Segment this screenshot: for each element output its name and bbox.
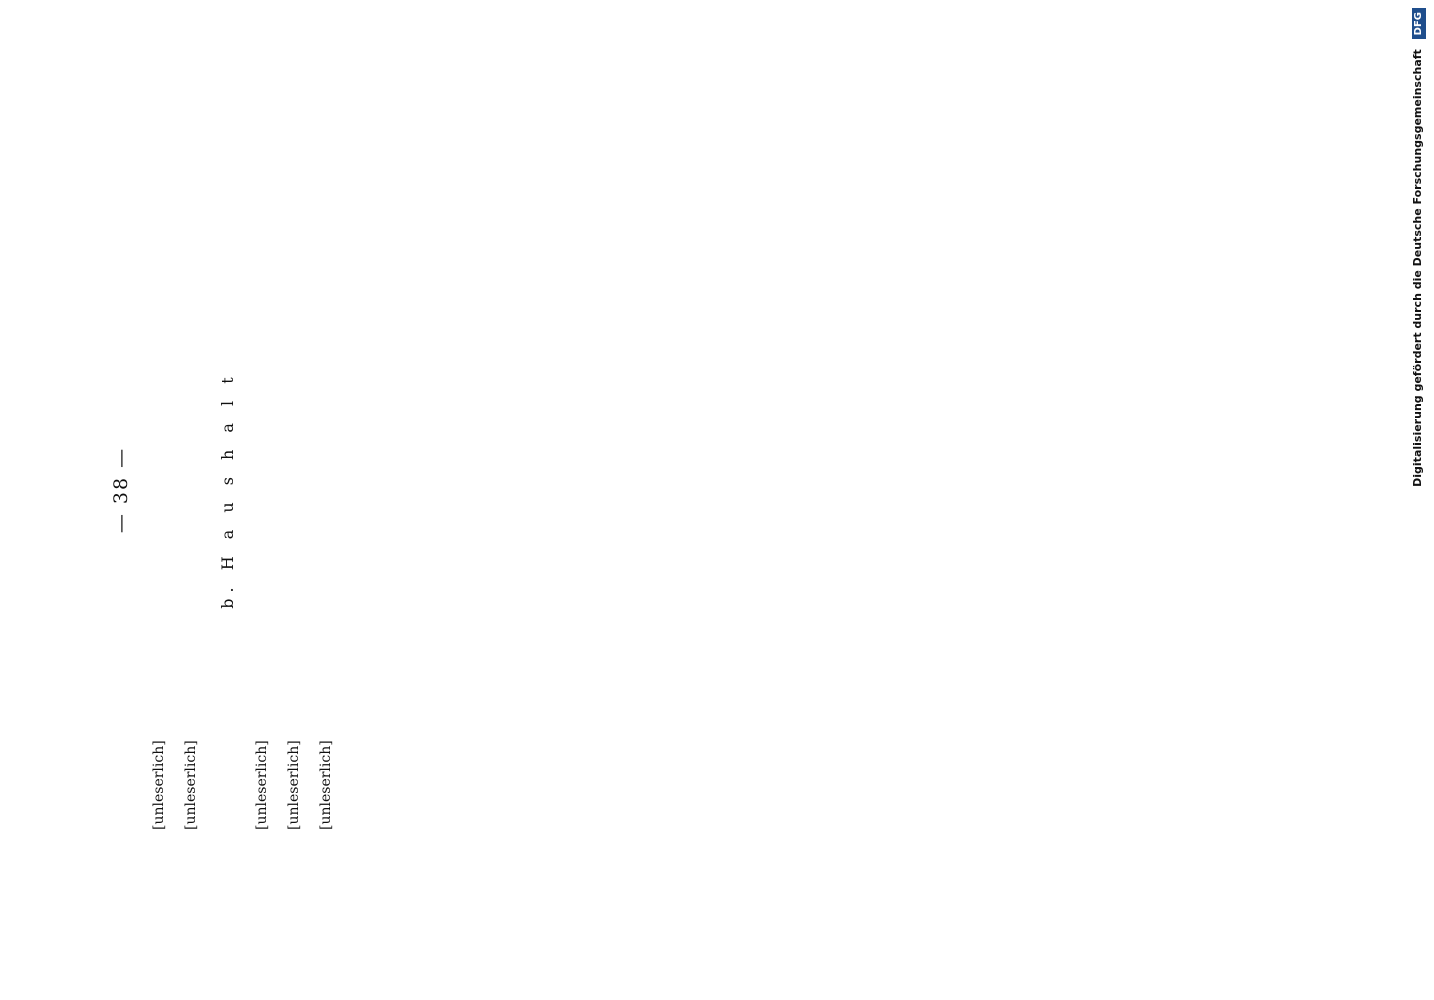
document-page xyxy=(110,130,1410,990)
credit-text: Digitalisierung gefördert durch die Deutsche Forschungsgemeinschaft xyxy=(1411,49,1424,487)
rotated-text-block xyxy=(110,130,1410,850)
paragraph-5: [unleserlich] xyxy=(318,740,334,830)
page-number: — 38 — xyxy=(110,446,132,534)
paragraph-1: [unleserlich] xyxy=(151,740,167,830)
dfg-logo: DFG xyxy=(1412,8,1426,39)
digitization-credit xyxy=(1408,8,1428,992)
section-heading: b. H a u s h a l t xyxy=(218,371,237,609)
paragraph-4: [unleserlich] xyxy=(286,740,302,830)
paragraph-2: [unleserlich] xyxy=(183,740,199,830)
paragraph-3: [unleserlich] xyxy=(254,740,270,830)
